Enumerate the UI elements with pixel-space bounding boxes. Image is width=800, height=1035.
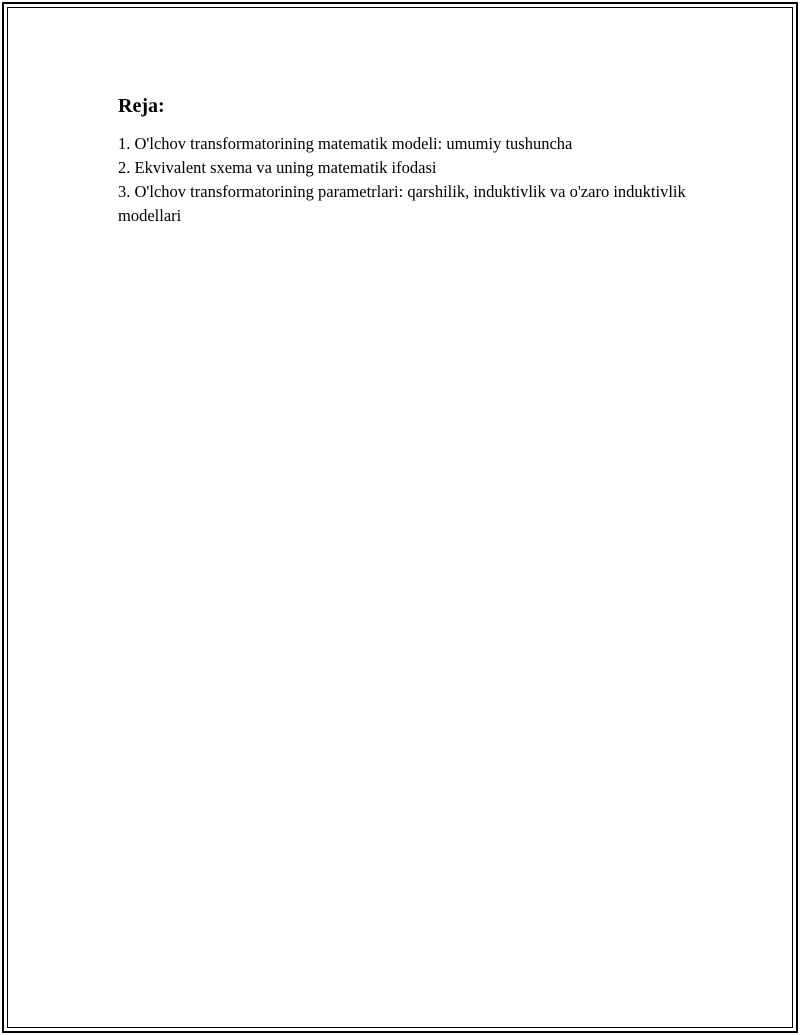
- plan-heading: Reja:: [118, 95, 165, 117]
- plan-list: [118, 132, 698, 228]
- plan-item-3: 3. O'lchov transformatorining parametrlari: qarshilik, induktivlik va o'zaro induktivlik modellari: [118, 182, 686, 225]
- plan-item-2: 2. Ekvivalent sxema va uning matematik ifodasi: [118, 158, 437, 177]
- document-content: [118, 92, 698, 228]
- plan-item-1: 1. O'lchov transformatorining matematik modeli: umumiy tushuncha: [118, 134, 573, 153]
